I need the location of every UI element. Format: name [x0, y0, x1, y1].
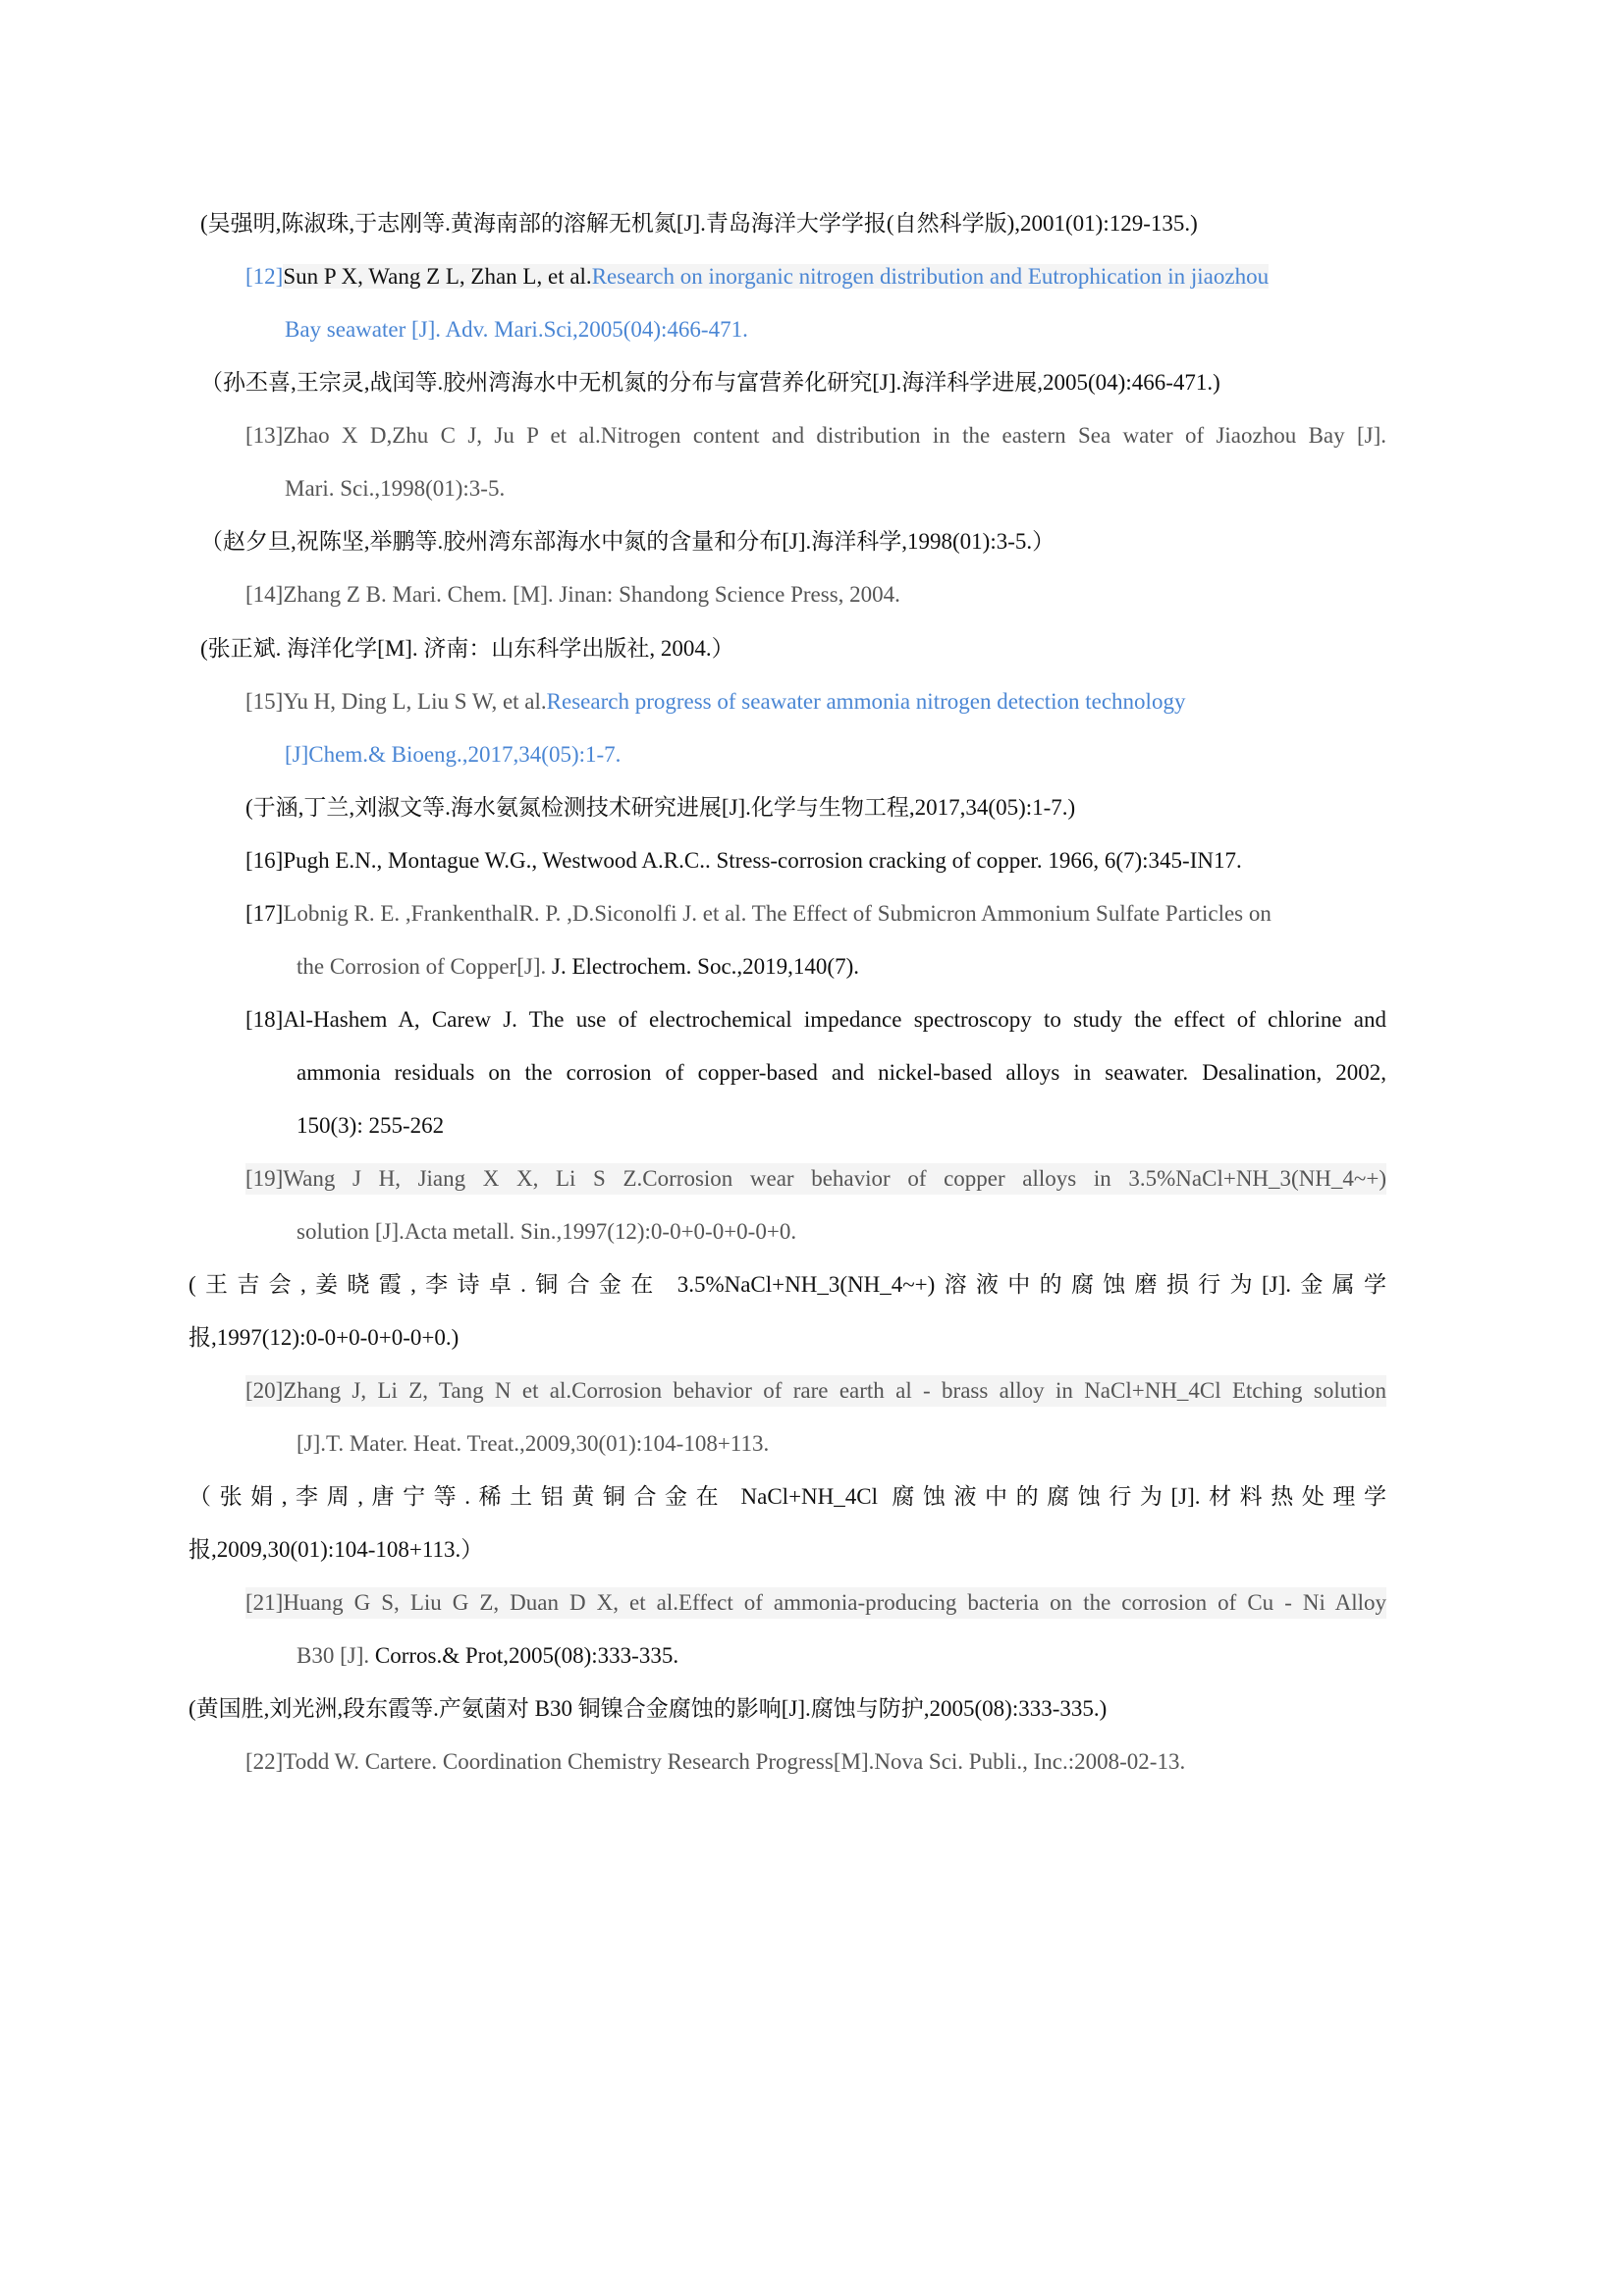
ref-text: solution [J].Acta metall. Sin.,1997(12):0-0+0-0+0-0+0. — [297, 1219, 797, 1244]
ref-authors: [15]Yu H, Ding L, Liu S W, et al. — [245, 689, 547, 714]
reference-18-line3 — [297, 1110, 444, 1142]
ref-authors: Sun P X, Wang Z L, Zhan L, et al. — [283, 264, 592, 289]
ref-text: [20]Zhang J, Li Z, Tang N et al.Corrosion behavior of rare earth al - brass alloy in NaCl+NH_4Cl Etching solution — [245, 1378, 1386, 1403]
ref-text: [J].T. Mater. Heat. Treat.,2009,30(01):104-108+113. — [297, 1431, 770, 1456]
ref-text: (张正斌. 海洋化学[M]. 济南：山东科学出版社, 2004.） — [200, 636, 734, 661]
ref-title-link[interactable]: Bay seawater [J]. Adv. Mari.Sci,2005(04):466-471. — [285, 317, 748, 342]
reference-15-line2 — [285, 739, 621, 771]
reference-cn-14 — [200, 633, 734, 665]
ref-text: [18]Al-Hashem A, Carew J. The use of electrochemical impedance spectroscopy to study the effect of chlorine and — [245, 1007, 1386, 1032]
reference-cn-15 — [245, 792, 1075, 824]
ref-text: （张娟,李周,唐宁等.稀土铝黄铜合金在 NaCl+NH_4Cl 腐蚀液中的腐蚀行为[J].材料热处理学 — [189, 1484, 1386, 1509]
reference-13-line1 — [245, 420, 1386, 452]
reference-21-line1 — [245, 1587, 1386, 1619]
ref-text: （赵夕旦,祝陈坚,举鹏等.胶州湾东部海水中氮的含量和分布[J].海洋科学,1998(01):3-5.） — [200, 529, 1055, 554]
reference-12-line2 — [285, 314, 748, 346]
reference-cn-21 — [189, 1693, 1107, 1725]
reference-cn-11 — [200, 208, 1198, 240]
ref-text: (吴强明,陈淑珠,于志刚等.黄海南部的溶解无机氮[J].青岛海洋大学学报(自然科学版),2001(01):129-135.) — [200, 211, 1198, 236]
ref-text: (于涵,丁兰,刘淑文等.海水氨氮检测技术研究进展[J].化学与生物工程,2017,34(05):1-7.) — [245, 795, 1076, 820]
reference-21-line2 — [297, 1640, 678, 1672]
ref-journal: Corros.& Prot,2005(08):333-335. — [369, 1643, 679, 1668]
ref-number: [12] — [245, 264, 284, 289]
reference-17-line2 — [297, 951, 859, 983]
reference-cn-19-line1 — [189, 1269, 1386, 1301]
reference-18-line1 — [245, 1004, 1386, 1036]
ref-text: （孙丕喜,王宗灵,战闰等.胶州湾海水中无机氮的分布与富营养化研究[J].海洋科学进展,2005(04):466-471.) — [200, 370, 1220, 395]
reference-cn-20-line1 — [189, 1481, 1386, 1513]
reference-cn-19-line2 — [189, 1322, 459, 1354]
reference-20-line2 — [297, 1428, 769, 1460]
ref-title-link[interactable]: [J]Chem.& Bioeng.,2017,34(05):1-7. — [285, 742, 622, 767]
reference-12-line1 — [245, 261, 1386, 293]
reference-cn-12 — [200, 367, 1220, 399]
ref-number: [17] — [245, 901, 284, 926]
ref-title-link[interactable]: Research progress of seawater ammonia nitrogen detection technology — [546, 689, 1186, 714]
reference-18-line2 — [297, 1057, 1386, 1089]
reference-20-line1 — [245, 1375, 1386, 1407]
ref-text: (王吉会,姜晓霞,李诗卓.铜合金在 3.5%NaCl+NH_3(NH_4~+)溶液中的腐蚀磨损行为[J].金属学 — [189, 1272, 1386, 1297]
reference-16 — [245, 845, 1242, 877]
ref-title-link[interactable]: Research on inorganic nitrogen distribution and Eutrophication in jiaozhou — [591, 264, 1270, 289]
reference-22 — [245, 1746, 1185, 1778]
ref-text: 报,2009,30(01):104-108+113.） — [189, 1537, 484, 1562]
reference-19-line1 — [245, 1163, 1386, 1195]
reference-13-line2 — [285, 473, 505, 505]
ref-text: (黄国胜,刘光洲,段东霞等.产氨菌对 B30 铜镍合金腐蚀的影响[J].腐蚀与防护,2005(08):333-335.) — [189, 1696, 1108, 1721]
ref-text: the Corrosion of Copper[J]. — [297, 954, 547, 979]
ref-text: [16]Pugh E.N., Montague W.G., Westwood A.R.C.. Stress-corrosion cracking of copper. 1966, 6(7):345-IN17. — [245, 848, 1242, 873]
ref-text: 报,1997(12):0-0+0-0+0-0+0.) — [189, 1325, 460, 1350]
ref-text: [19]Wang J H, Jiang X X, Li S Z.Corrosion wear behavior of copper alloys in 3.5%NaCl+NH_3(NH_4~+) — [245, 1166, 1386, 1191]
reference-17-line1 — [245, 898, 1386, 930]
ref-text: [22]Todd W. Cartere. Coordination Chemistry Research Progress[M].Nova Sci. Publi., Inc.:2008-02-13. — [245, 1749, 1186, 1774]
reference-15-line1 — [245, 686, 1386, 718]
ref-text: [14]Zhang Z B. Mari. Chem. [M]. Jinan: Shandong Science Press, 2004. — [245, 582, 900, 607]
ref-text: Lobnig R. E. ,FrankenthalR. P. ,D.Siconolfi J. et al. The Effect of Submicron Ammonium Sulfate Particles on — [283, 901, 1271, 926]
ref-text: B30 [J]. — [297, 1643, 370, 1668]
reference-cn-20-line2 — [189, 1534, 483, 1566]
reference-14 — [245, 579, 900, 611]
ref-text: ammonia residuals on the corrosion of copper-based and nickel-based alloys in seawater. Desalination, 2002, — [297, 1060, 1386, 1085]
ref-text: [21]Huang G S, Liu G Z, Duan D X, et al.Effect of ammonia-producing bacteria on the corrosion of Cu - Ni Alloy — [245, 1590, 1386, 1615]
reference-cn-13 — [200, 526, 1055, 558]
ref-text: 150(3): 255-262 — [297, 1113, 445, 1138]
ref-text: Mari. Sci.,1998(01):3-5. — [285, 476, 506, 501]
ref-journal: J. Electrochem. Soc.,2019,140(7). — [546, 954, 859, 979]
reference-19-line2 — [297, 1216, 796, 1248]
ref-text: [13]Zhao X D,Zhu C J, Ju P et al.Nitrogen content and distribution in the eastern Sea water of Jiaozhou Bay [J]. — [245, 423, 1386, 448]
